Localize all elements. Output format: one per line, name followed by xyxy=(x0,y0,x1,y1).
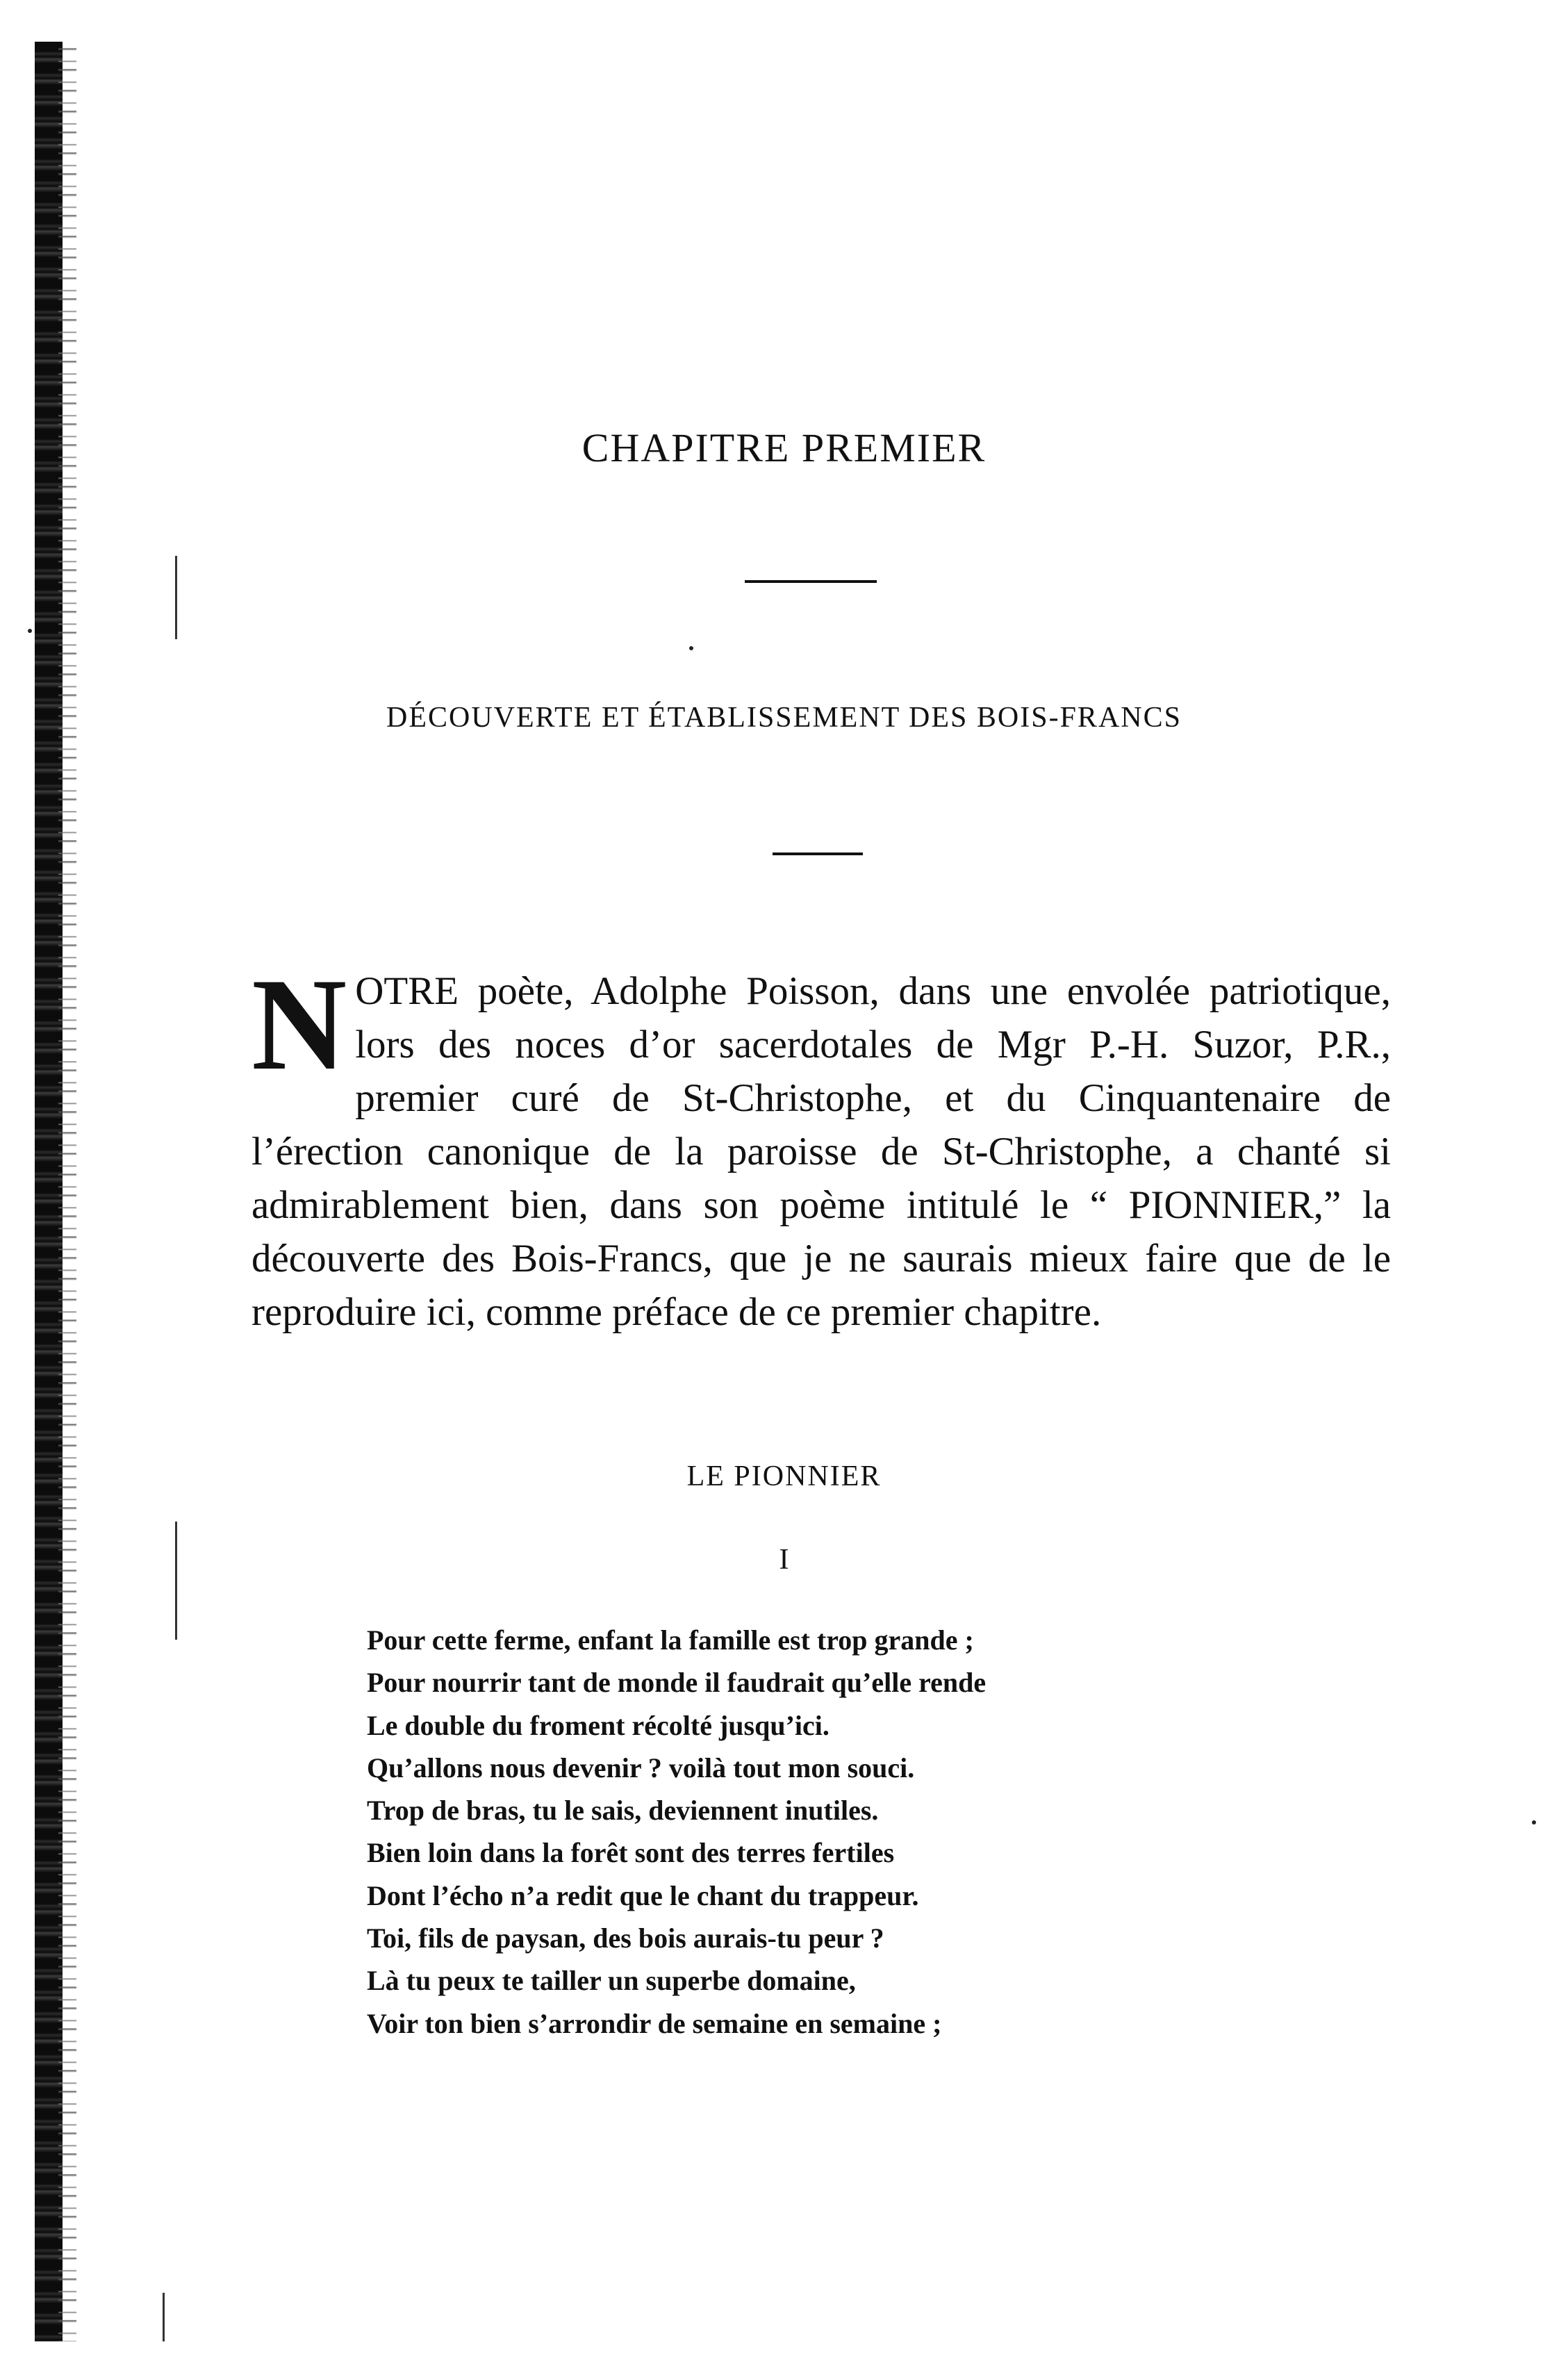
heading-divider xyxy=(745,580,877,583)
poem-line: Pour cette ferme, enfant la famille est trop grande ; xyxy=(367,1624,974,1656)
poem-title: LE PIONNIER xyxy=(686,1460,882,1492)
intro-text: poète, Adolphe Poisson, dans une envolée patriotique, lors des noces d’or sacerdotales de Mgr P.-H. Suzor, P.R., premier curé de St-Christophe, et du Cinquantenaire de l’érection canonique de la paroisse de St-Christophe, a chanté si admirablement bien, dans son poème intitulé le “ PIONNIER,” la découverte des Bois-Francs, que je ne saurais mieux faire que de le reproduire ici, comme préface de ce premier chapitre. xyxy=(251,969,1391,1334)
intro-first-word: OTRE xyxy=(355,969,459,1013)
subtitle-divider xyxy=(773,852,863,855)
poem-line: Bien loin dans la forêt sont des terres fertiles xyxy=(367,1837,895,1869)
poem-line: Qu’allons nous devenir ? voilà tout mon souci. xyxy=(367,1752,915,1784)
stanza-number: I xyxy=(779,1544,789,1576)
chapter-title: CHAPITRE PREMIER xyxy=(581,425,987,470)
scan-mark xyxy=(175,556,177,639)
poem-stanza xyxy=(367,1619,1409,2045)
scan-dot xyxy=(1532,1820,1536,1824)
poem-line: Pour nourrir tant de monde il faudrait qu’elle rende xyxy=(367,1667,987,1699)
poem-line: Toi, fils de paysan, des bois aurais-tu peur ? xyxy=(367,1922,884,1954)
scan-dot xyxy=(28,629,32,633)
chapter-subtitle: DÉCOUVERTE ET ÉTABLISSEMENT DES BOIS-FRANCS xyxy=(386,702,1182,734)
poem-line: Le double du froment récolté jusqu’ici. xyxy=(367,1709,830,1741)
poem-line: Dont l’écho n’a redit que le chant du trappeur. xyxy=(367,1879,919,1911)
drop-cap: N xyxy=(251,952,347,1098)
scan-mark xyxy=(163,2293,165,2341)
binding-frays xyxy=(58,42,76,2341)
poem-line: Voir ton bien s’arrondir de semaine en semaine ; xyxy=(367,2007,942,2039)
intro-paragraph xyxy=(251,952,1391,1339)
page-binding-edge xyxy=(35,42,63,2341)
scan-dot xyxy=(689,646,693,650)
poem-line: Là tu peux te tailler un superbe domaine, xyxy=(367,1965,856,1997)
intro-text-block xyxy=(251,952,1391,1339)
poem-line: Trop de bras, tu le sais, deviennent inutiles. xyxy=(367,1795,879,1827)
